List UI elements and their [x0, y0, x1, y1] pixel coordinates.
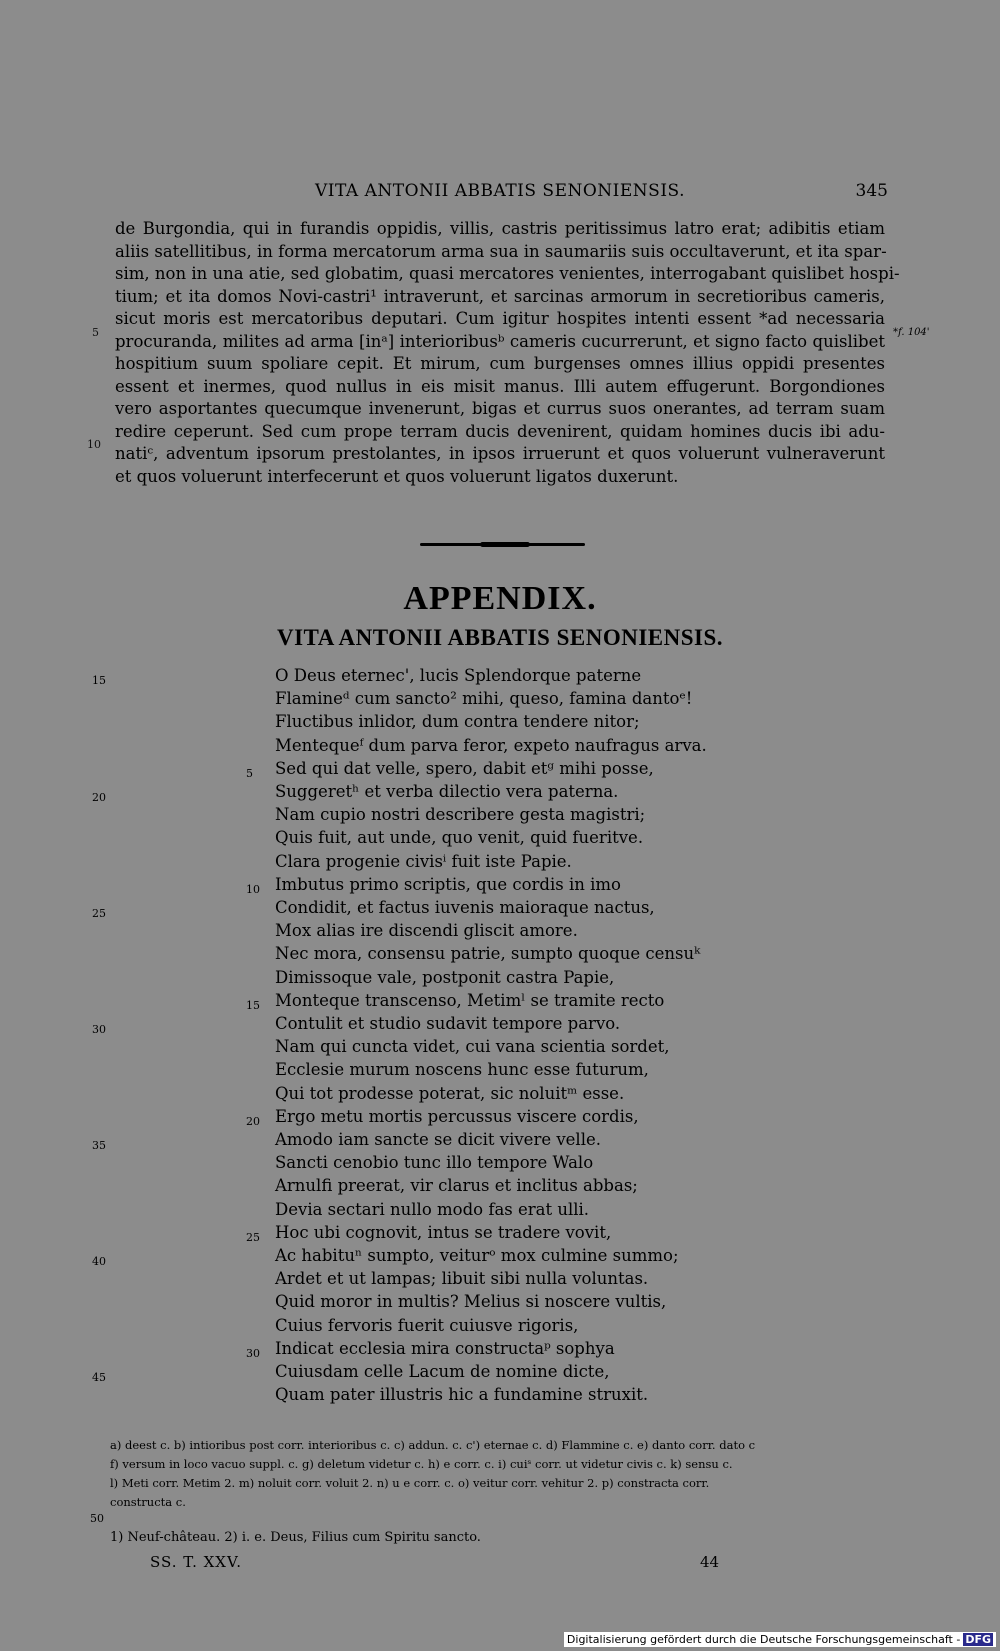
- verse-line: Indicat ecclesia mira constructaᵖ sophya: [275, 1338, 615, 1358]
- verse-line: Cuiusdam celle Lacum de nomine dicte,: [275, 1362, 610, 1382]
- folio-number: 44: [700, 1553, 720, 1571]
- appendix-title: APPENDIX.: [403, 580, 597, 617]
- line-number: 5: [92, 326, 99, 339]
- folio-margin-note: *f. 104': [893, 327, 930, 338]
- verse-line: Sed qui dat velle, spero, dabit etᵍ mihi posse,: [275, 758, 654, 778]
- line-number: 15: [92, 674, 106, 687]
- verse-line: Ac habituⁿ sumpto, veiturᵒ mox culmine summo;: [275, 1246, 679, 1266]
- verse-line: Mox alias ire discendi gliscit amore.: [275, 921, 578, 941]
- verse-line: Mentequeᶠ dum parva feror, expeto naufragus arva.: [275, 735, 707, 755]
- line-number: 40: [92, 1255, 106, 1268]
- footnote-line: f) versum in loco vacuo suppl. c. g) deletum videtur c. h) e corr. c. i) cuiˢ corr. ut videtur civis c. k) sensu c.: [110, 1457, 733, 1471]
- prose-line: tium; et ita domos Novi-castri¹ intraverunt, et sarcinas armorum in secretioribus cameris,: [115, 286, 885, 306]
- prose-line: sim, non in una atie, sed globatim, quasi mercatores venientes, interrogabant quislibet hospi-: [115, 264, 900, 283]
- verse-line: Suggeretʰ et verba dilectio vera paterna.: [275, 782, 619, 802]
- page-number: 345: [855, 181, 888, 201]
- prose-line: vero asportantes quecumque invenerunt, bigas et currus suos onerantes, ad terram suam: [115, 399, 885, 418]
- verse-number: 25: [246, 1231, 260, 1244]
- prose-line: sicut moris est mercatoribus deputari. Cum igitur hospites intenti essent *ad necessaria: [115, 309, 885, 328]
- footnote-line: a) deest c. b) intioribus post corr. interioribus c. c) addun. c. c') eternae c. d) Flammine c. e) danto corr. dato c: [110, 1438, 756, 1452]
- critical-apparatus: [110, 1436, 885, 1512]
- verse-line: Sancti cenobio tunc illo tempore Walo: [275, 1153, 594, 1173]
- line-number: 35: [92, 1139, 106, 1152]
- verse-line: Nec mora, consensu patrie, sumpto quoque censuᵏ: [275, 944, 701, 964]
- verse-line: Clara progenie civisⁱ fuit iste Papie.: [275, 851, 572, 871]
- prose-line: natiᶜ, adventum ipsorum prestolantes, in ipsos irruerunt et quos voluerunt vulneraverunt: [115, 444, 885, 463]
- line-number: 20: [92, 791, 106, 804]
- explanatory-notes: 1) Neuf-château. 2) i. e. Deus, Filius cum Spiritu sancto.: [110, 1530, 481, 1545]
- verse-line: Quis fuit, aut unde, quo venit, quid fueritve.: [275, 828, 644, 848]
- running-title: VITA ANTONII ABBATIS SENONIENSIS.: [315, 181, 685, 201]
- section-divider: [420, 543, 585, 546]
- line-number: 50: [90, 1512, 104, 1525]
- verse-number: 30: [246, 1347, 260, 1360]
- verse-line: Flamineᵈ cum sancto² mihi, queso, famina dantoᵉ!: [275, 689, 693, 709]
- line-number: 30: [92, 1023, 106, 1036]
- verse-line: Ergo metu mortis percussus viscere cordis,: [275, 1106, 639, 1126]
- verse-line: Devia sectari nullo modo fas erat ulli.: [275, 1199, 590, 1219]
- line-number: 10: [87, 438, 101, 451]
- verse-line: Fluctibus inlidor, dum contra tendere nitor;: [275, 712, 640, 732]
- verse-line: Contulit et studio sudavit tempore parvo.: [275, 1014, 621, 1034]
- verse-line: Cuius fervoris fuerit cuiusve rigoris,: [275, 1315, 579, 1335]
- verse-line: Ardet et ut lampas; libuit sibi nulla voluntas.: [275, 1269, 649, 1289]
- prose-line: aliis satellitibus, in forma mercatorum arma sua in saumariis suis occultaverunt, et ita spar-: [115, 241, 887, 261]
- verse-block: [275, 664, 707, 1407]
- verse-number: 10: [246, 883, 260, 896]
- signature-mark: SS. T. XXV.: [150, 1553, 242, 1571]
- prose-line: redire ceperunt. Sed cum prope terram ducis devenirent, quidam homines ducis ibi adu-: [115, 421, 885, 441]
- verse-number: 5: [246, 767, 253, 780]
- verse-line: Nam cupio nostri describere gesta magistri;: [275, 805, 646, 825]
- verse-line: Monteque transcenso, Metimˡ se tramite recto: [275, 990, 665, 1010]
- credit-text: Digitalisierung gefördert durch die Deutsche Forschungsgemeinschaft -: [566, 1633, 961, 1646]
- line-number: 25: [92, 907, 106, 920]
- verse-line: Arnulfi preerat, vir clarus et inclitus abbas;: [275, 1176, 638, 1196]
- prose-line: de Burgondia, qui in furandis oppidis, villis, castris peritissimus latro erat; adibitis etiam: [115, 219, 885, 238]
- verse-line: Dimissoque vale, postponit castra Papie,: [275, 967, 615, 987]
- prose-block: [115, 218, 900, 488]
- footnote-line: constructa c.: [110, 1495, 186, 1509]
- dfg-logo: DFG: [965, 1633, 991, 1646]
- prose-line: procuranda, milites ad arma [inᵃ] interioribusᵇ cameris cucurrerunt, et signo facto quislibet: [115, 331, 885, 351]
- verse-line: O Deus eternec', lucis Splendorque paterne: [275, 666, 642, 685]
- prose-line: essent et inermes, quod nullus in eis misit manus. Illi autem effugerunt. Borgondiones: [115, 376, 885, 396]
- verse-number: 20: [246, 1115, 260, 1128]
- verse-line: Quam pater illustris hic a fundamine struxit.: [275, 1385, 649, 1405]
- verse-line: Qui tot prodesse poterat, sic noluitᵐ esse.: [275, 1083, 625, 1103]
- verse-line: Amodo iam sancte se dicit vivere velle.: [275, 1130, 601, 1150]
- line-number: 45: [92, 1371, 106, 1384]
- appendix-subtitle: VITA ANTONII ABBATIS SENONIENSIS.: [277, 625, 723, 650]
- verse-line: Condidit, et factus iuvenis maioraque nactus,: [275, 898, 655, 918]
- verse-line: Ecclesie murum noscens hunc esse futurum,: [275, 1060, 649, 1080]
- prose-line: et quos voluerunt interfecerunt et quos voluerunt ligatos duxerunt.: [115, 466, 679, 486]
- verse-number: 15: [246, 999, 260, 1012]
- prose-line: hospitium suum spoliare cepit. Et mirum, cum burgenses omnes illius oppidi presentes: [115, 354, 885, 373]
- verse-line: Nam qui cuncta videt, cui vana scientia sordet,: [275, 1037, 670, 1057]
- footnote-line: l) Meti corr. Metim 2. m) noluit corr. voluit 2. n) u e corr. c. o) veitur corr. vehitur 2. p) constracta corr.: [110, 1476, 710, 1490]
- verse-line: Hoc ubi cognovit, intus se tradere vovit,: [275, 1222, 612, 1242]
- verse-line: Quid moror in multis? Melius si noscere vultis,: [275, 1292, 667, 1312]
- digitization-credit: [564, 1632, 996, 1647]
- verse-line: Imbutus primo scriptis, que cordis in imo: [275, 874, 621, 894]
